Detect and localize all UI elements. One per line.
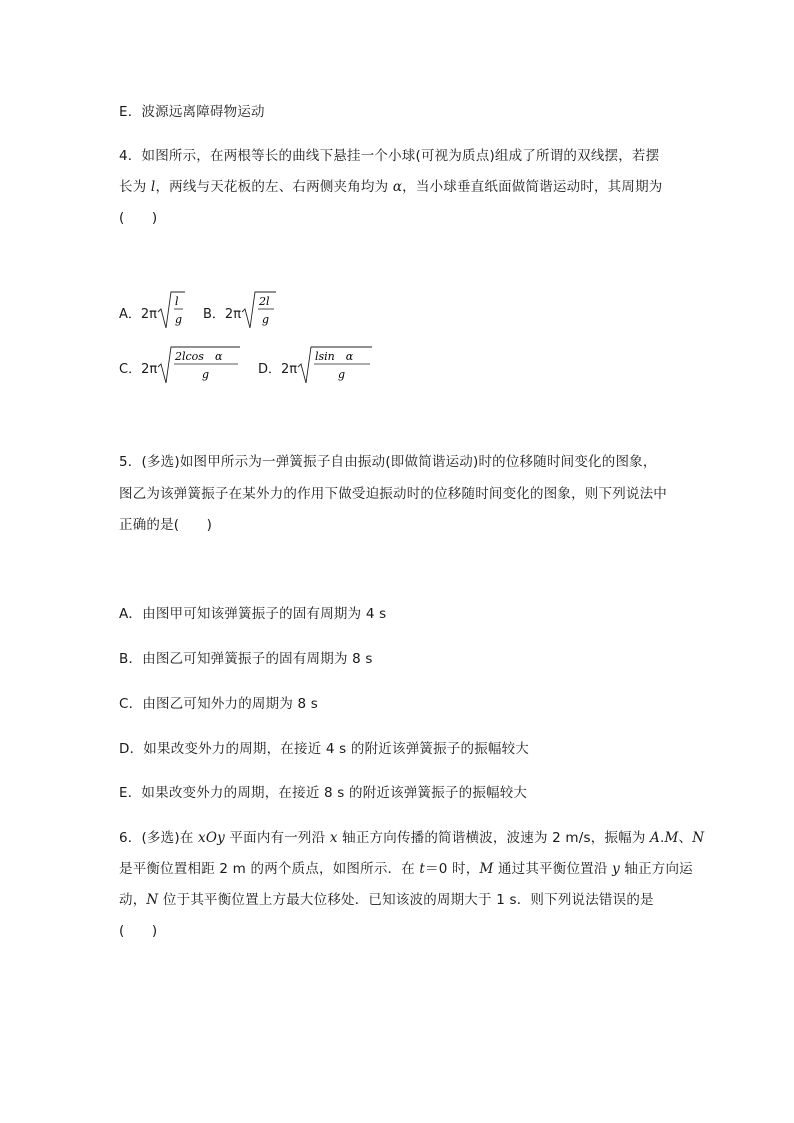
q4-stem-line2: [119, 177, 662, 197]
q6-var-xoy: xOy: [198, 830, 225, 846]
q4-var-l: l: [150, 179, 156, 195]
q4-a-num: l: [175, 295, 179, 308]
q3-option-e: E．波源远离障碍物运动: [119, 104, 265, 120]
q6-stem-line2: [119, 859, 693, 879]
q6-var-m: M: [664, 830, 679, 846]
q6-var-y: y: [612, 861, 620, 877]
q6-text: .: [660, 830, 665, 846]
q4-option-b-label: B．2π: [203, 307, 242, 322]
q6-var-m: M: [479, 861, 494, 877]
q5-option-c: C．由图乙可知外力的周期为 8 s: [119, 696, 319, 712]
q4-b-den: g: [262, 313, 270, 326]
q4-text: ，当小球垂直纸面做简谐运动时，其周期为: [402, 179, 663, 195]
q6-var-n: N: [146, 892, 159, 908]
q4-option-d-formula: [296, 345, 374, 391]
q6-text: 、: [678, 830, 693, 846]
q6-text: 位于其平衡位置上方最大位移处．已知该波的周期大于 1 s．则下列说法错误的是: [158, 892, 654, 908]
q4-option-c-label: C．2π: [119, 362, 158, 377]
q5-option-d: D．如果改变外力的周期，在接近 4 s 的附近该弹簧振子的振幅较大: [119, 741, 529, 757]
q4-stem-line1: 4．如图所示，在两根等长的曲线下悬挂一个小球(可视为质点)组成了所谓的双线摆，若摆: [119, 148, 660, 164]
q4-b-num: 2l: [259, 295, 270, 308]
q6-text: 轴正方向传播的简谐横波，波速为 2 m/s，振幅为: [337, 830, 651, 846]
q6-text: ＝0 时，: [425, 861, 480, 877]
q6-answer-blank: ( ): [119, 923, 158, 939]
q5-option-b: B．由图乙可知弹簧振子的固有周期为 8 s: [119, 651, 373, 667]
q4-option-c-formula: [156, 345, 242, 391]
q6-stem-line1: [119, 828, 704, 848]
q4-c-num: 2lcos α: [175, 350, 223, 363]
q6-text: 6．(多选)在: [119, 830, 199, 846]
q4-c-den: g: [202, 368, 210, 381]
q5-stem-line3: 正确的是( ): [119, 517, 213, 533]
q4-text: ，两线与天花板的左、右两侧夹角均为: [155, 179, 393, 195]
q6-var-a: A: [650, 830, 660, 846]
q4-option-d-label: D．2π: [258, 362, 298, 377]
q4-text: 长为: [119, 179, 151, 195]
q6-stem-line3: [119, 890, 654, 910]
q4-option-b-formula: [240, 290, 278, 336]
q4-answer-blank: ( ): [119, 210, 158, 226]
q4-d-den: g: [338, 368, 346, 381]
q4-option-a-label: A．2π: [119, 307, 157, 322]
q4-var-alpha: α: [392, 179, 403, 195]
q6-text: 平面内有一列沿: [224, 830, 330, 846]
q4-d-num: lsin α: [315, 350, 354, 363]
q6-var-n: N: [692, 830, 705, 846]
q6-var-t: t: [419, 861, 426, 877]
q5-stem-line2: 图乙为该弹簧振子在某外力的作用下做受迫振动时的位移随时间变化的图象，则下列说法中: [119, 486, 667, 502]
q5-option-a: A．由图甲可知该弹簧振子的固有周期为 4 s: [119, 606, 387, 622]
q6-var-x: x: [329, 830, 338, 846]
q4-option-a-formula: [156, 290, 186, 336]
q5-option-e: E．如果改变外力的周期，在接近 8 s 的附近该弹簧振子的振幅较大: [119, 785, 528, 801]
q5-stem-line1: 5．(多选)如图甲所示为一弹簧振子自由振动(即做简谐运动)时的位移随时间变化的图象，: [119, 454, 657, 470]
q6-text: 动，: [119, 892, 147, 908]
q6-text: 轴正方向运: [619, 861, 693, 877]
q6-text: 是平衡位置相距 2 m 的两个质点，如图所示．在: [119, 861, 420, 877]
q6-text: 通过其平衡位置沿: [493, 861, 613, 877]
q4-a-den: g: [175, 313, 183, 326]
